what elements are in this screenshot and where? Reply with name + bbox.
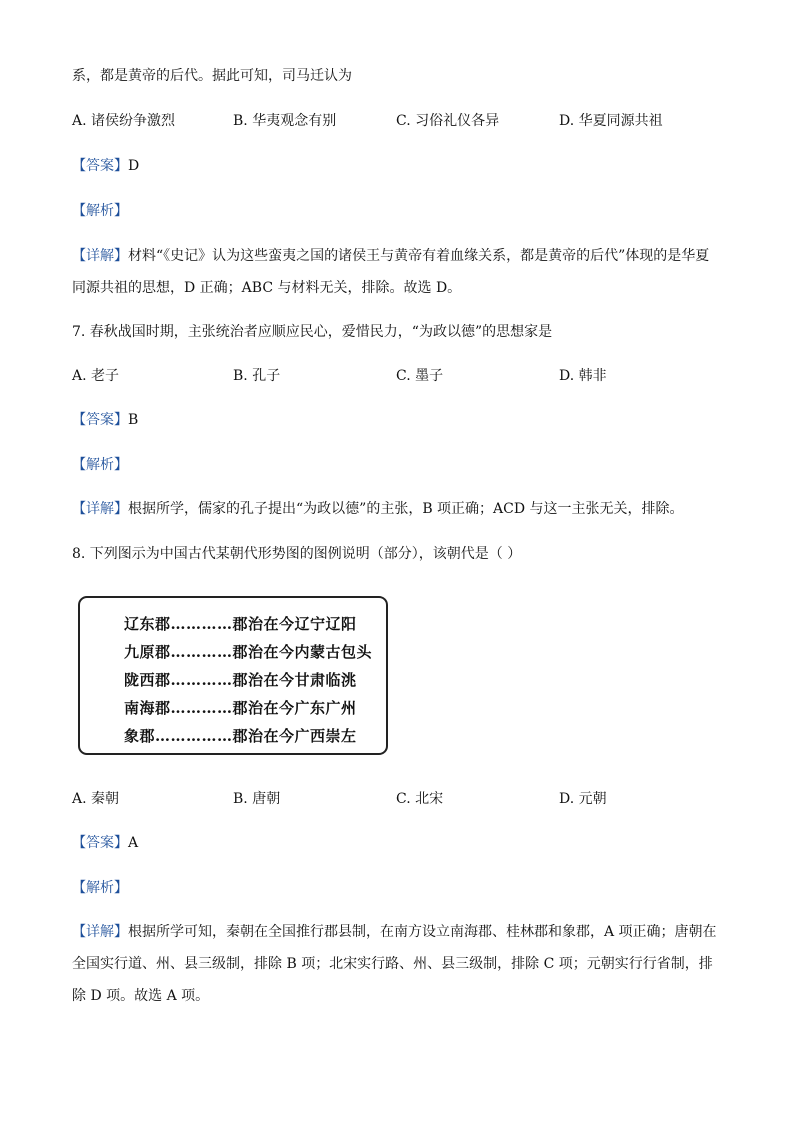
detail-tag: 【详解】 <box>72 501 128 517</box>
q6-analysis-heading <box>72 201 128 221</box>
q7-detail <box>72 499 684 519</box>
answer-tag: 【答案】 <box>72 835 128 851</box>
q7-option-a: A. 老子 <box>72 368 120 384</box>
q7-option-c: C. 墨子 <box>396 368 444 384</box>
answer-tag: 【答案】 <box>72 412 128 428</box>
answer-value: B <box>128 412 139 428</box>
detail-tag: 【详解】 <box>72 924 128 940</box>
analysis-tag: 【解析】 <box>72 203 128 219</box>
q8-option-a: A. 秦朝 <box>72 791 120 807</box>
q6-options <box>72 111 672 131</box>
legend-row-xiang: 象郡……………郡治在今广西崇左 <box>124 727 357 745</box>
q7-option-d: D. 韩非 <box>559 368 607 384</box>
q8-stem: 8. 下列图示为中国古代某朝代形势图的图例说明（部分），该朝代是（ ） <box>72 546 522 562</box>
q8-analysis-heading <box>72 878 128 898</box>
q6-option-c: C. 习俗礼仪各异 <box>396 113 500 129</box>
q6-stem-tail: 系，都是黄帝的后代。据此可知，司马迁认为 <box>72 68 352 84</box>
legend-row-longxi: 陇西郡…………郡治在今甘肃临洮 <box>124 671 357 689</box>
answer-value: D <box>128 158 140 174</box>
answer-tag: 【答案】 <box>72 158 128 174</box>
map-legend-box <box>78 596 388 755</box>
q8-options <box>72 789 672 809</box>
q7-option-b: B. 孔子 <box>233 368 281 384</box>
answer-value: A <box>128 835 139 851</box>
analysis-tag: 【解析】 <box>72 457 128 473</box>
detail-text: 材料“《史记》认为这些蛮夷之国的诸侯王与黄帝有着血缘关系，都是黄帝的后代”体现的是华夏 <box>128 248 710 264</box>
q7-options <box>72 366 672 386</box>
q6-option-a: A. 诸侯纷争激烈 <box>72 113 176 129</box>
detail-tag: 【详解】 <box>72 248 128 264</box>
q6-detail-line-1 <box>72 246 709 266</box>
q6-option-d: D. 华夏同源共祖 <box>559 113 663 129</box>
q8-option-b: B. 唐朝 <box>233 791 281 807</box>
legend-row-liaodong: 辽东郡…………郡治在今辽宁辽阳 <box>124 615 357 633</box>
q8-answer <box>72 833 138 853</box>
legend-row-jiuyuan: 九原郡…………郡治在今内蒙古包头 <box>124 643 373 661</box>
q8-detail <box>72 916 722 1012</box>
q7-answer <box>72 410 138 430</box>
q6-answer <box>72 156 139 176</box>
q6-detail-line-2: 同源共祖的思想，D 正确；ABC 与材料无关，排除。故选 D。 <box>72 280 462 296</box>
q7-stem: 7. 春秋战国时期，主张统治者应顺应民心，爱惜民力，“为政以德”的思想家是 <box>72 324 553 340</box>
analysis-tag: 【解析】 <box>72 880 128 896</box>
q8-option-d: D. 元朝 <box>559 791 607 807</box>
detail-text: 根据所学可知，秦朝在全国推行郡县制，在南方设立南海郡、桂林郡和象郡，A 项正确；唐朝在全国实行道、州、县三级制，排除 B 项；北宋实行路、州、县三级制，排除 C 项；元朝实行行省制，排除 D 项。故选 A 项。 <box>72 924 717 1004</box>
q8-option-c: C. 北宋 <box>396 791 444 807</box>
q6-option-b: B. 华夷观念有别 <box>233 113 337 129</box>
legend-row-nanhai: 南海郡…………郡治在今广东广州 <box>124 699 357 717</box>
q7-analysis-heading <box>72 455 128 475</box>
detail-text: 根据所学，儒家的孔子提出“为政以德”的主张，B 项正确；ACD 与这一主张无关，排除。 <box>128 501 684 517</box>
